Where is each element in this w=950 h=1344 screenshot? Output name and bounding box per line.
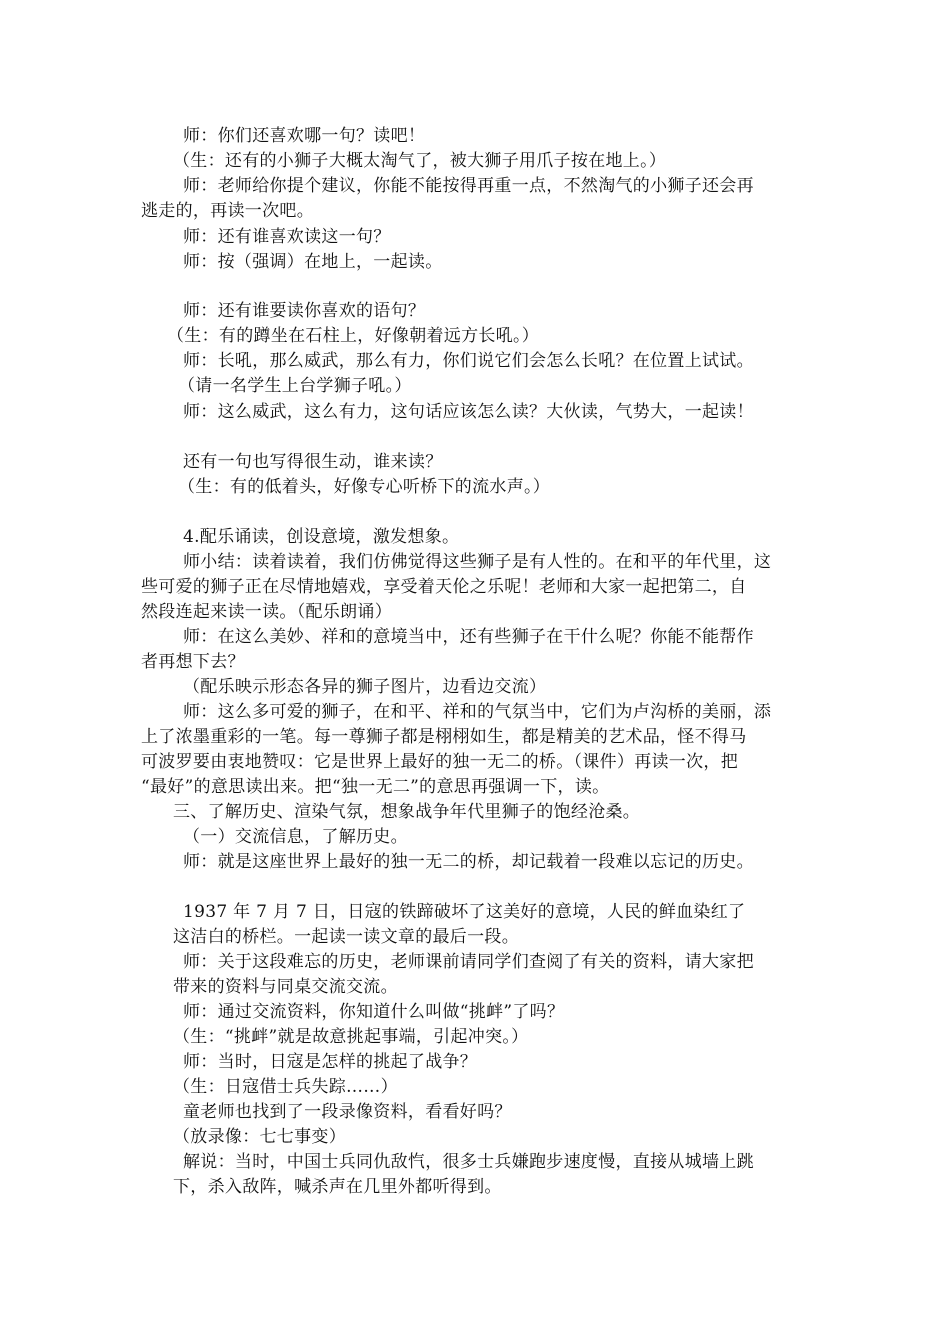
text-line: 师：就是这座世界上最好的独一无二的桥，却记载着一段难以忘记的历史。	[183, 852, 754, 872]
text-line: 下，杀入敌阵，喊杀声在几里外都听得到。	[173, 1177, 502, 1197]
text-line: 可波罗要由衷地赞叹：它是世界上最好的独一无二的桥。（课件）再读一次，把	[141, 752, 738, 772]
text-line: 师：这么威武，这么有力，这句话应该怎么读？大伙读，气势大，一起读！	[183, 402, 754, 422]
text-line: （生：有的低着头，好像专心听桥下的流水声。）	[178, 477, 551, 497]
text-line: 师：在这么美妙、祥和的意境当中，还有些狮子在干什么呢？你能不能帮作	[183, 627, 754, 647]
text-line: 带来的资料与同桌交流交流。	[173, 977, 398, 997]
text-line: 师：你们还喜欢哪一句？读吧！	[183, 126, 426, 146]
text-line: 上了浓墨重彩的一笔。每一尊狮子都是栩栩如生，都是精美的艺术品，怪不得马	[141, 727, 747, 747]
text-line: 者再想下去？	[141, 652, 245, 672]
section-heading: 4.配乐诵读，创设意境，激发想象。	[183, 527, 460, 547]
text-line: “最好”的意思读出来。把“独一无二”的意思再强调一下，读。	[141, 777, 610, 797]
text-line: 这洁白的桥栏。一起读一读文章的最后一段。	[173, 927, 519, 947]
text-line: （生：日寇借士兵失踪……）	[173, 1077, 398, 1097]
text-line: （生：“挑衅”就是故意挑起事端，引起冲突。）	[173, 1027, 529, 1047]
text-line: 师：还有谁要读你喜欢的语句？	[183, 301, 426, 321]
text-line: 师：老师给你提个建议，你能不能按得再重一点，不然淘气的小狮子还会再	[183, 176, 754, 196]
text-line: 些可爱的狮子正在尽情地嬉戏，享受着天伦之乐呢！老师和大家一起把第二，自	[141, 577, 747, 597]
text-line: （请一名学生上台学狮子吼。）	[178, 376, 412, 396]
text-line: 童老师也找到了一段录像资料，看看好吗？	[183, 1102, 512, 1122]
section-heading: 三、了解历史、渲染气氛，想象战争年代里狮子的饱经沧桑。	[173, 802, 641, 822]
text-line: 还有一句也写得很生动，谁来读？	[183, 452, 443, 472]
text-line: 师小结：读着读着，我们仿佛觉得这些狮子是有人性的。在和平的年代里，这	[183, 552, 772, 572]
text-line: （放录像：七七事变）	[173, 1127, 346, 1147]
text-line: 师：关于这段难忘的历史，老师课前请同学们查阅了有关的资料，请大家把	[183, 952, 754, 972]
text-line: 然段连起来读一读。（配乐朗诵）	[141, 602, 392, 622]
text-line: （配乐映示形态各异的狮子图片，边看边交流）	[183, 677, 547, 697]
text-line: 师：按（强调）在地上，一起读。	[183, 252, 443, 272]
text-line: 师：当时，日寇是怎样的挑起了战争？	[183, 1052, 478, 1072]
subsection-heading: （一）交流信息，了解历史。	[183, 827, 408, 847]
text-line: 1937 年 7 月 7 日，日寇的铁蹄破坏了这美好的意境，人民的鲜血染红了	[183, 902, 746, 922]
text-line: 师：还有谁喜欢读这一句？	[183, 227, 391, 247]
text-line: 逃走的，再读一次吧。	[141, 201, 314, 221]
text-line: 师：通过交流资料，你知道什么叫做“挑衅”了吗？	[183, 1002, 565, 1022]
text-line: 解说：当时，中国士兵同仇敌忾，很多士兵嫌跑步速度慢，直接从城墙上跳	[183, 1152, 754, 1172]
text-line: 师：这么多可爱的狮子，在和平、祥和的气氛当中，它们为卢沟桥的美丽，添	[183, 702, 772, 722]
text-line: （生：还有的小狮子大概太淘气了，被大狮子用爪子按在地上。）	[173, 151, 667, 171]
text-line: 师：长吼，那么威武，那么有力，你们说它们会怎么长吼？在位置上试试。	[183, 351, 754, 371]
text-line: （生：有的蹲坐在石柱上，好像朝着远方长吼。）	[167, 326, 540, 346]
